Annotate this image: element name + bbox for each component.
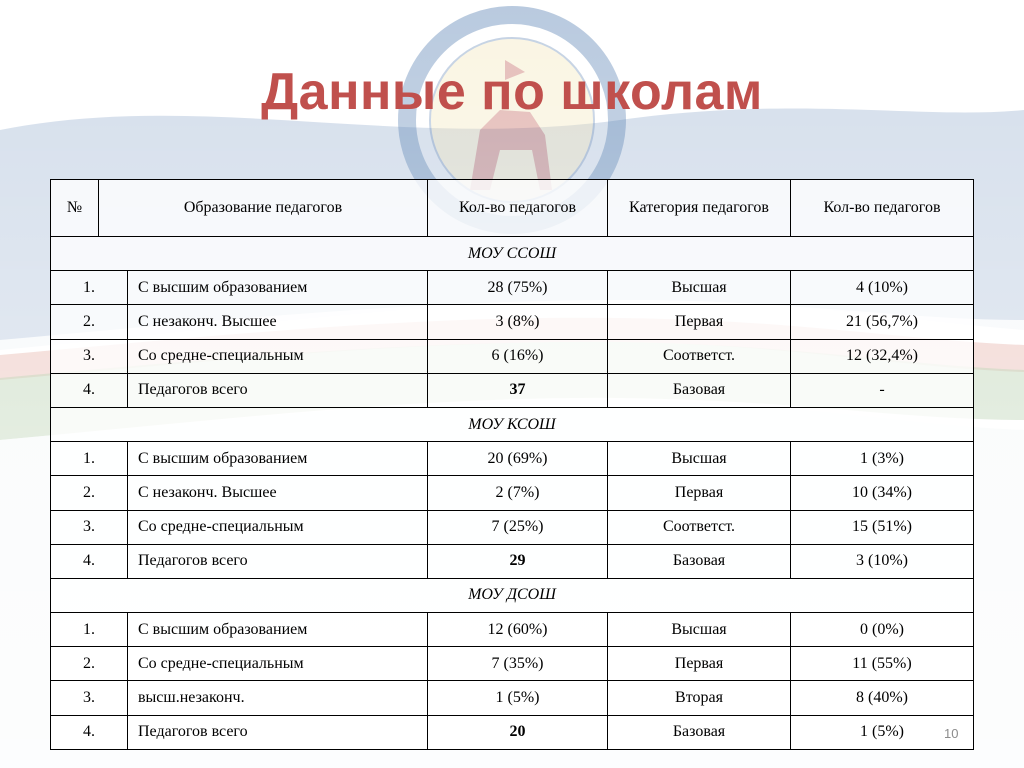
header-education: Образование педагогов — [99, 180, 428, 237]
row-number: 2. — [51, 476, 128, 510]
table-row — [51, 442, 974, 476]
row-count: 29 — [428, 544, 608, 578]
row-count: 20 (69%) — [428, 442, 608, 476]
row-category-count: 8 (40%) — [791, 681, 974, 715]
row-education: С высшим образованием — [128, 442, 428, 476]
row-category-count: 12 (32,4%) — [791, 339, 974, 373]
section-title: МОУ ДСОШ — [51, 578, 974, 612]
row-education: высш.незаконч. — [128, 681, 428, 715]
section-row — [51, 578, 974, 612]
row-education: Педагогов всего — [128, 373, 428, 407]
row-education: Со средне-специальным — [128, 647, 428, 681]
row-count: 37 — [428, 373, 608, 407]
row-number: 4. — [51, 373, 128, 407]
row-education: Со средне-специальным — [128, 510, 428, 544]
row-number: 4. — [51, 715, 128, 749]
row-category-count: 0 (0%) — [791, 613, 974, 647]
slide-title: Данные по школам — [261, 63, 763, 121]
table-row — [51, 613, 974, 647]
table-row — [51, 373, 974, 407]
row-category: Высшая — [608, 442, 791, 476]
table-row — [51, 339, 974, 373]
row-education: Со средне-специальным — [128, 339, 428, 373]
row-number: 1. — [51, 442, 128, 476]
row-category: Соответст. — [608, 510, 791, 544]
row-category: Первая — [608, 476, 791, 510]
row-category-count: 10 (34%) — [791, 476, 974, 510]
row-count: 12 (60%) — [428, 613, 608, 647]
row-number: 1. — [51, 613, 128, 647]
row-count: 3 (8%) — [428, 305, 608, 339]
row-category-count: 4 (10%) — [791, 271, 974, 305]
row-count: 28 (75%) — [428, 271, 608, 305]
row-count: 7 (25%) — [428, 510, 608, 544]
row-number: 1. — [51, 271, 128, 305]
row-category: Соответст. — [608, 339, 791, 373]
table-row — [51, 647, 974, 681]
row-education: Педагогов всего — [128, 544, 428, 578]
row-number: 2. — [51, 647, 128, 681]
table-row — [51, 271, 974, 305]
header-teacher-category: Категория педагогов — [608, 180, 791, 237]
row-category-count: 3 (10%) — [791, 544, 974, 578]
row-education: С высшим образованием — [128, 613, 428, 647]
page-number: 10 — [944, 726, 959, 741]
row-education: С незаконч. Высшее — [128, 476, 428, 510]
row-number: 3. — [51, 681, 128, 715]
table-row — [51, 544, 974, 578]
row-category: Базовая — [608, 373, 791, 407]
section-row — [51, 407, 974, 441]
row-education: Педагогов всего — [128, 715, 428, 749]
row-number: 4. — [51, 544, 128, 578]
row-category: Базовая — [608, 544, 791, 578]
table-row — [51, 476, 974, 510]
row-category: Вторая — [608, 681, 791, 715]
row-category-count: 15 (51%) — [791, 510, 974, 544]
header-teacher-count: Кол-во педагогов — [428, 180, 608, 237]
row-category-count: 21 (56,7%) — [791, 305, 974, 339]
header-category-count: Кол-во педагогов — [791, 180, 974, 237]
header-number: № — [51, 180, 99, 237]
row-count: 1 (5%) — [428, 681, 608, 715]
section-title: МОУ ССОШ — [51, 237, 974, 271]
row-education: С высшим образованием — [128, 271, 428, 305]
row-count: 20 — [428, 715, 608, 749]
table-row — [51, 305, 974, 339]
row-number: 2. — [51, 305, 128, 339]
row-category-count: - — [791, 373, 974, 407]
row-category: Базовая — [608, 715, 791, 749]
section-title: МОУ КСОШ — [51, 407, 974, 441]
row-education: С незаконч. Высшее — [128, 305, 428, 339]
row-count: 7 (35%) — [428, 647, 608, 681]
schools-data-table — [50, 179, 974, 750]
row-category-count: 11 (55%) — [791, 647, 974, 681]
row-category-count: 1 (5%) — [791, 715, 974, 749]
row-category: Первая — [608, 305, 791, 339]
table-row — [51, 510, 974, 544]
table-row — [51, 681, 974, 715]
row-category: Первая — [608, 647, 791, 681]
row-category: Высшая — [608, 271, 791, 305]
row-count: 6 (16%) — [428, 339, 608, 373]
row-category: Высшая — [608, 613, 791, 647]
table-row — [51, 715, 974, 749]
table-header-row — [51, 180, 974, 237]
row-count: 2 (7%) — [428, 476, 608, 510]
row-number: 3. — [51, 510, 128, 544]
row-category-count: 1 (3%) — [791, 442, 974, 476]
row-number: 3. — [51, 339, 128, 373]
section-row — [51, 237, 974, 271]
